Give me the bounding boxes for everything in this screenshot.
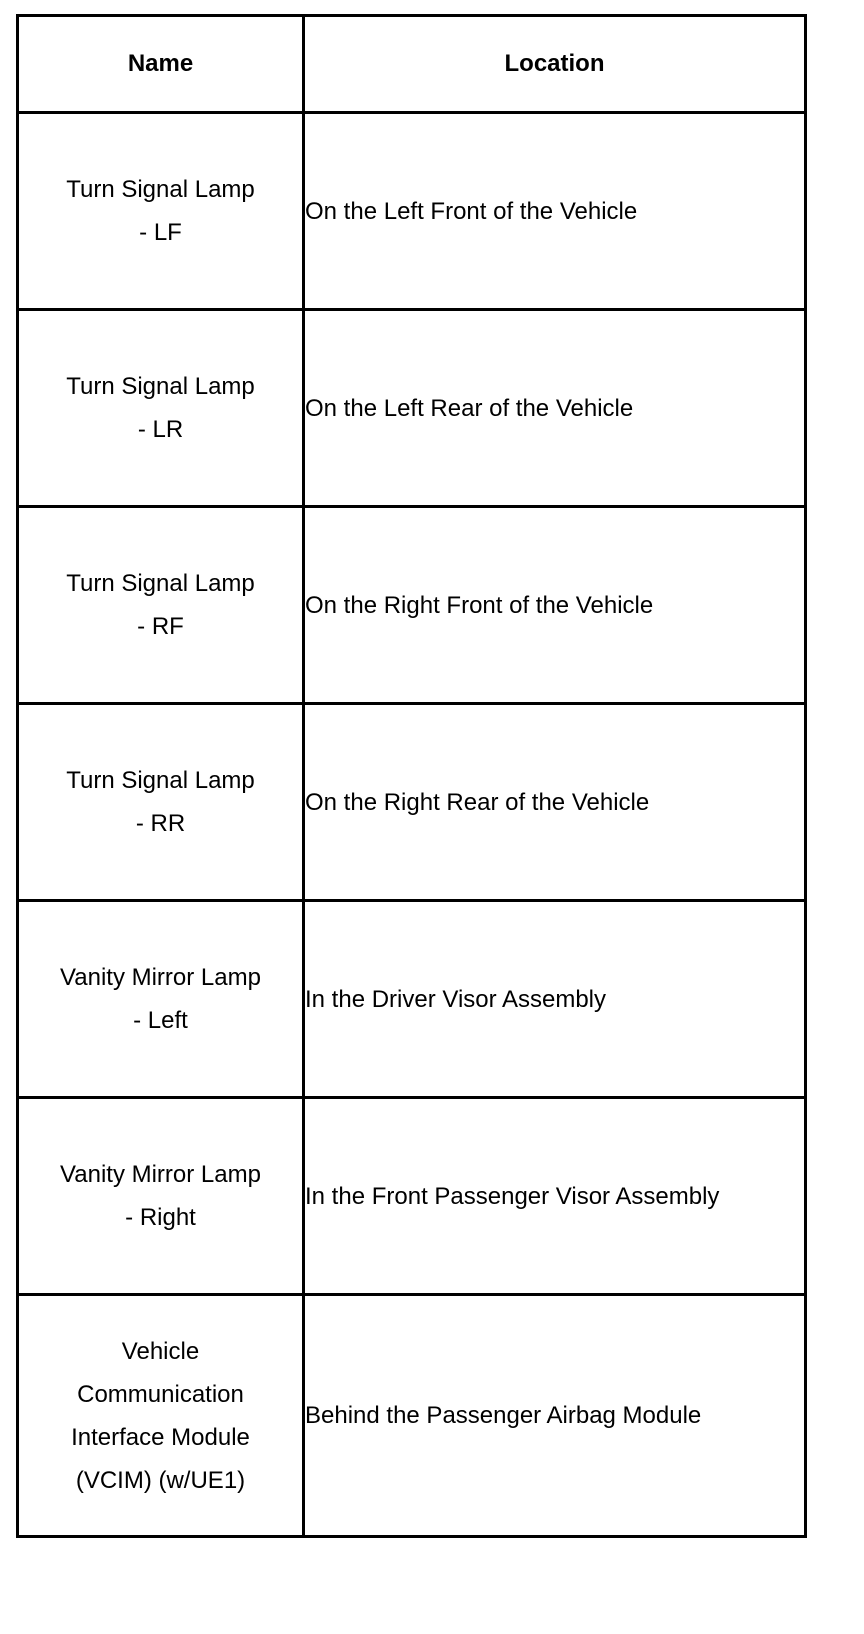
table-row	[18, 901, 806, 1098]
component-name-cell: Vanity Mirror Lamp - Left	[18, 901, 304, 1098]
table-row	[18, 310, 806, 507]
table-row	[18, 704, 806, 901]
table-row	[18, 113, 806, 310]
table-row	[18, 507, 806, 704]
table-header-row	[18, 16, 806, 113]
component-location-cell: On the Right Front of the Vehicle	[304, 507, 806, 704]
component-location-cell: Behind the Passenger Airbag Module	[304, 1295, 806, 1537]
location-column-header: Location	[304, 16, 806, 113]
component-name-cell: Turn Signal Lamp - RR	[18, 704, 304, 901]
component-name-cell: Vehicle Communication Interface Module (VCIM) (w/UE1)	[18, 1295, 304, 1537]
component-location-cell: In the Front Passenger Visor Assembly	[304, 1098, 806, 1295]
table-row	[18, 1098, 806, 1295]
component-location-cell: In the Driver Visor Assembly	[304, 901, 806, 1098]
component-location-cell: On the Right Rear of the Vehicle	[304, 704, 806, 901]
component-location-table	[16, 14, 807, 1538]
component-name-cell: Turn Signal Lamp - RF	[18, 507, 304, 704]
component-name-cell: Vanity Mirror Lamp - Right	[18, 1098, 304, 1295]
name-column-header: Name	[18, 16, 304, 113]
table-row	[18, 1295, 806, 1537]
component-name-cell: Turn Signal Lamp - LR	[18, 310, 304, 507]
component-name-cell: Turn Signal Lamp - LF	[18, 113, 304, 310]
component-location-cell: On the Left Front of the Vehicle	[304, 113, 806, 310]
component-location-cell: On the Left Rear of the Vehicle	[304, 310, 806, 507]
